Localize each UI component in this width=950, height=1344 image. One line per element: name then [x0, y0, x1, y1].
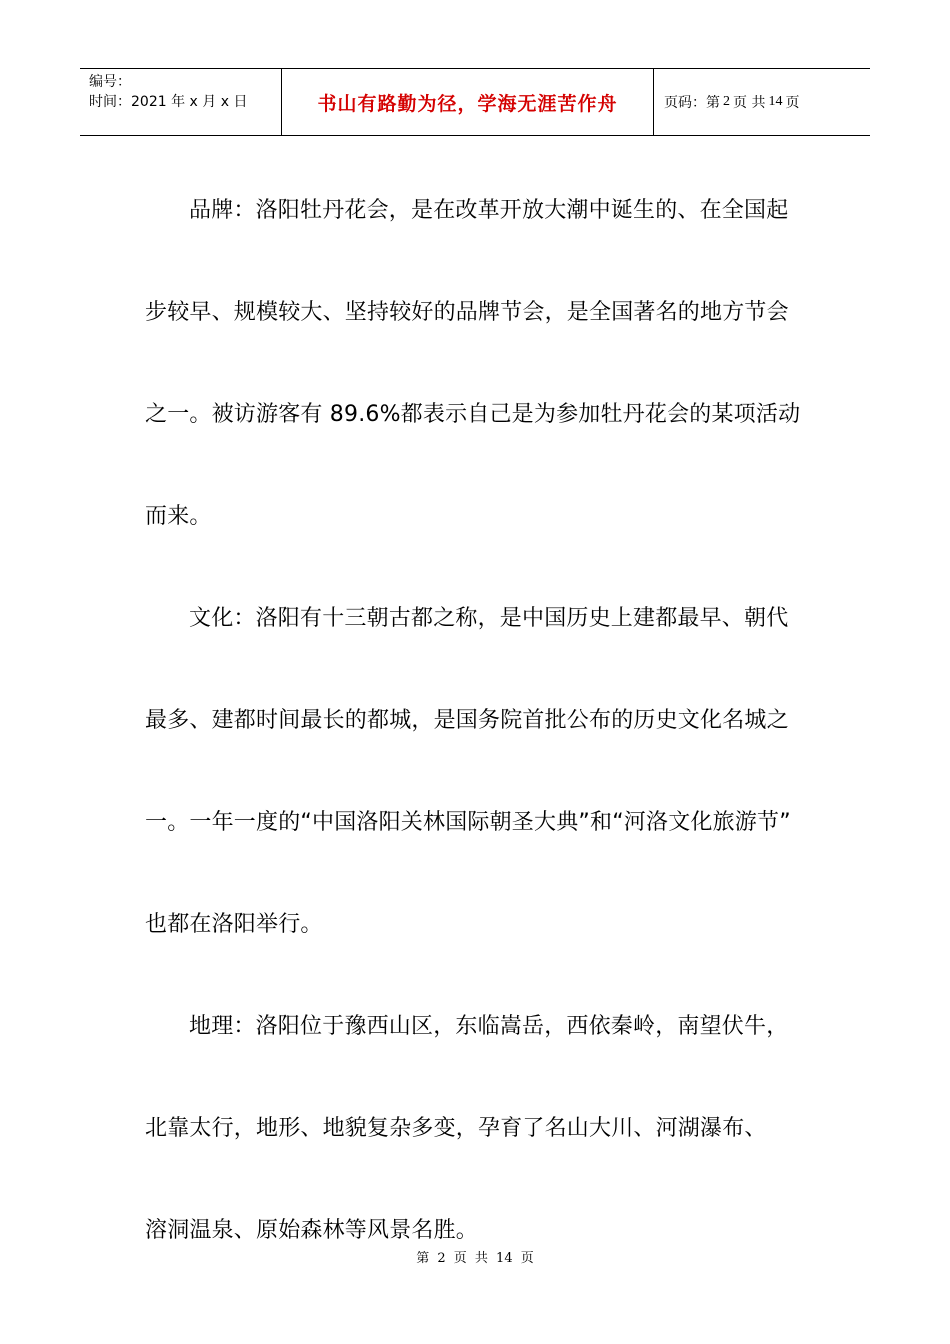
paragraph-line: 一。一年一度的“中国洛阳关林国际朝圣大典”和“河洛文化旅游节”	[145, 810, 791, 835]
paragraph-line: 步较早、规模较大、坚持较好的品牌节会，是全国著名的地方节会	[145, 300, 789, 325]
document-body	[145, 160, 810, 1282]
page-mid: 页 共	[733, 95, 766, 111]
paragraph-culture	[145, 568, 810, 976]
header-page-cell	[654, 69, 870, 135]
paragraph-line: 品牌：洛阳牡丹花会，是在改革开放大潮中诞生的、在全国起	[189, 198, 789, 223]
page-current-number: 2	[723, 94, 730, 109]
paragraph-line: 文化：洛阳有十三朝古都之称，是中国历史上建都最早、朝代	[189, 606, 789, 631]
document-header	[80, 68, 870, 136]
paragraph-line: 之一。被访游客有 89.6%都表示自己是为参加牡丹花会的某项活动	[145, 402, 801, 427]
paragraph-line: 北靠太行，地形、地貌复杂多变，孕育了名山大川、河湖瀑布、	[145, 1116, 767, 1141]
paragraph-line: 溶洞温泉、原始森林等风景名胜。	[145, 1218, 479, 1243]
paragraph-brand	[145, 160, 810, 568]
paragraph-geography	[145, 976, 810, 1282]
header-motto: 书山有路勤为径，学海无涯苦作舟	[317, 92, 618, 115]
header-meta-cell	[80, 69, 281, 135]
page-suffix: 页	[785, 95, 800, 111]
paragraph-line: 地理：洛阳位于豫西山区，东临嵩岳，西依秦岭，南望伏牛，	[189, 1014, 789, 1039]
header-motto-cell	[281, 69, 654, 135]
page-total-number: 14	[768, 94, 783, 109]
paragraph-line: 而来。	[145, 504, 212, 529]
paragraph-line: 最多、建都时间最长的都城，是国务院首批公布的历史文化名城之	[145, 708, 789, 733]
page-footer: 第 2 页 共 14 页	[416, 1251, 534, 1266]
paragraph-line: 也都在洛阳举行。	[145, 912, 323, 937]
date-label: 时间：2021 年 x 月 x 日	[89, 94, 248, 110]
page-prefix: 页码：第	[664, 95, 720, 111]
serial-number-label: 编号：	[89, 74, 131, 90]
